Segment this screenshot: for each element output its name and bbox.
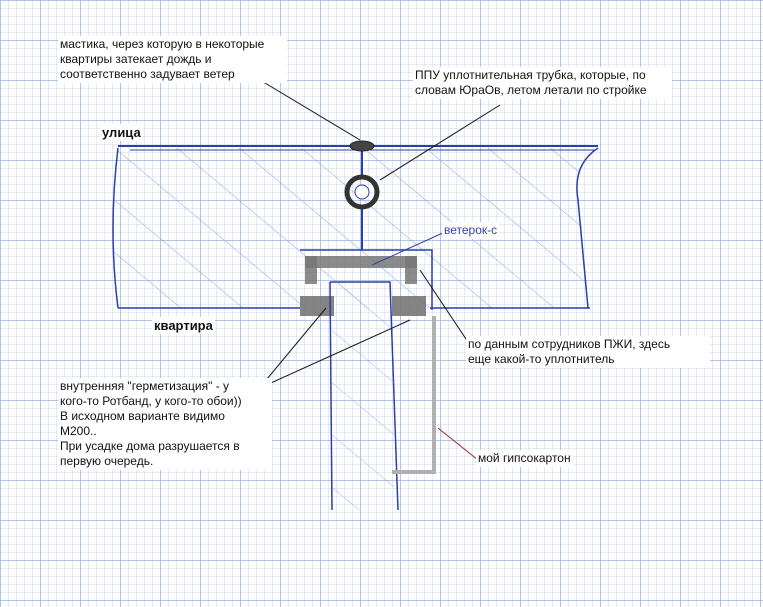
leader-mastic: [260, 80, 360, 140]
drywall-line: [392, 316, 434, 472]
label-ppu-tube: ППУ уплотнительная трубка, которые, по словам ЮраОв, летом летали по стройке: [413, 67, 672, 99]
partition-cap-seal-right: [405, 256, 417, 284]
leader-drywall: [438, 428, 478, 460]
partition-cap-seal: [305, 256, 417, 268]
label-internal-sealing: внутренняя "герметизация" - у кого-то Ротбанд, у кого-то обои)) В исходном варианте видимо М200.. При усадке дома разрушается в первую очередь.: [58, 378, 272, 470]
label-street: улица: [102, 125, 141, 140]
label-gzhi-sealant: по данным сотрудников ПЖИ, здесь еще какой-то уплотнитель: [466, 336, 710, 368]
label-drywall: мой гипсокартон: [478, 451, 571, 465]
ppu-tube-inner: [355, 185, 369, 199]
label-mastic: мастика, через которую в некоторые квартиры затекает дождь и соответственно задувает ветер: [58, 36, 287, 83]
label-breeze: ветерок-с: [444, 223, 498, 237]
partition-wall-fill: [332, 282, 394, 510]
label-apartment: квартира: [154, 318, 213, 333]
mastic-blob: [350, 141, 374, 151]
leader-internal-1: [262, 308, 326, 385]
inner-seal-right: [392, 296, 426, 316]
partition-cap-seal-left: [305, 256, 317, 284]
inner-seal-left: [300, 296, 334, 316]
